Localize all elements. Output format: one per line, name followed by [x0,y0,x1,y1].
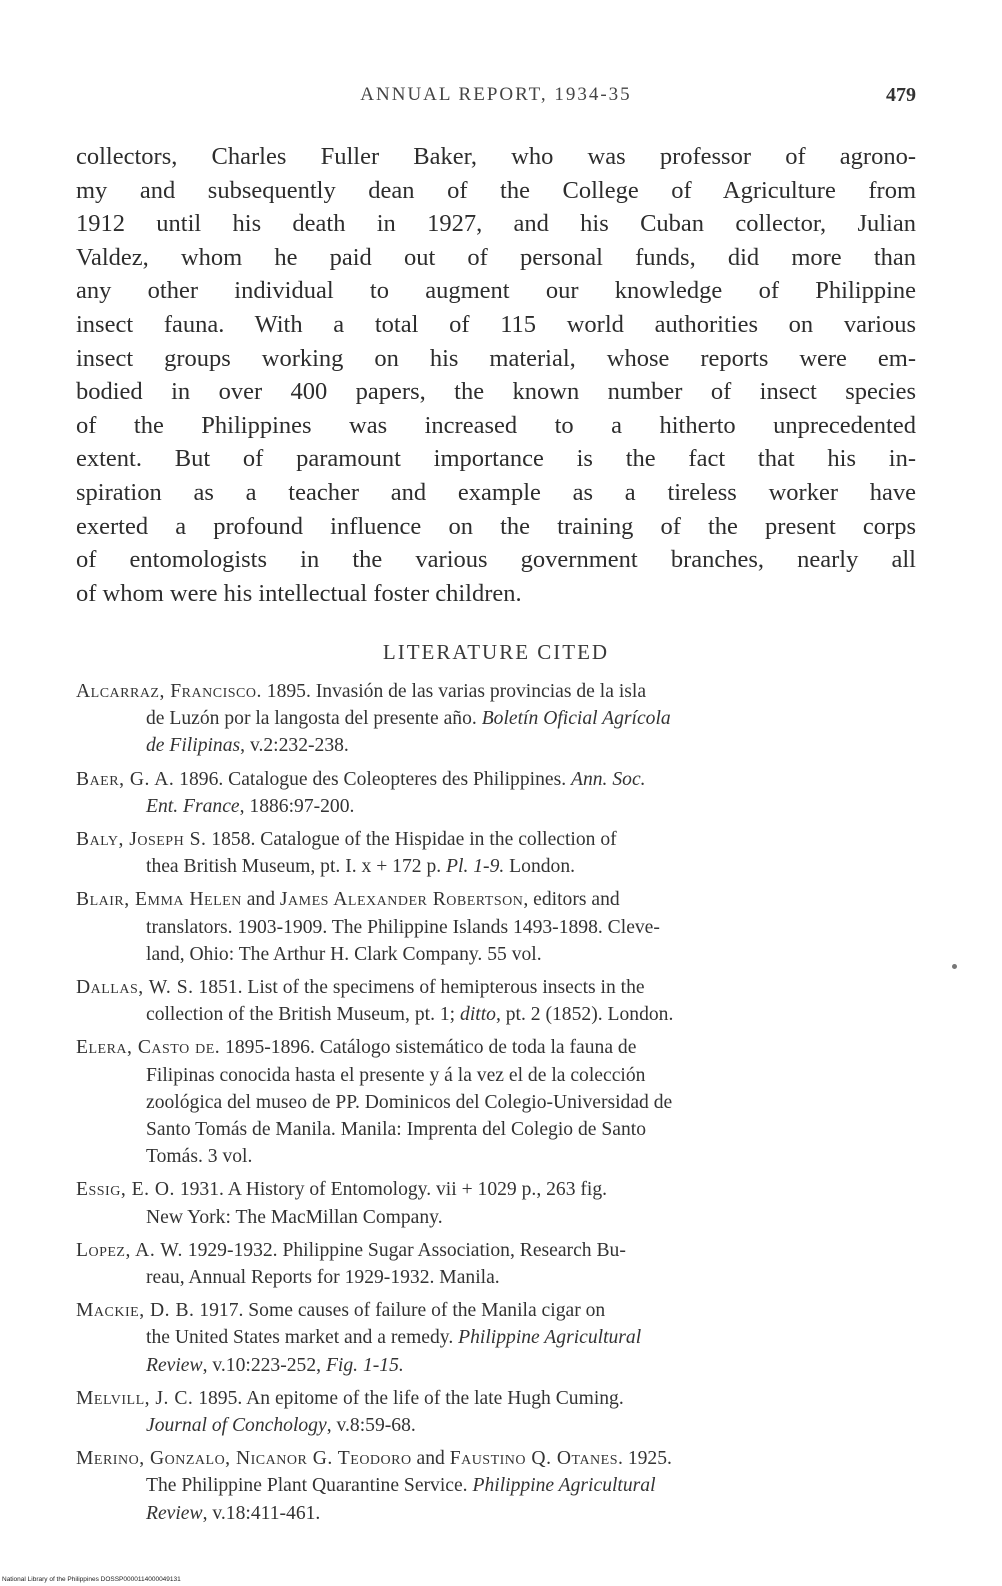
reference-italic: Review [146,1502,203,1524]
reference-entry [76,1034,922,1170]
reference-line [76,732,922,759]
paragraph-line: spiration as a teacher and example as a tireless worker have [76,478,916,506]
reference-text: Santo Tomás de Manila. Manila: Imprenta del Colegio de Santo [146,1119,646,1141]
reference-line [76,1237,922,1264]
reference-line [76,1034,922,1061]
reference-line [76,1445,922,1472]
reference-text: 1917. Some causes of failure of the Manila cigar on [194,1300,606,1322]
reference-italic: Ent. France [146,795,240,817]
body-paragraph [76,140,916,610]
reference-italic: de Filipinas [146,735,241,757]
reference-entry [76,1237,922,1291]
reference-author: Mackie, D. B. [76,1300,195,1322]
reference-text: New York: The MacMillan Company. [146,1206,443,1228]
reference-line [76,914,922,941]
reference-text: thea British Museum, pt. I. x + 172 p. [146,856,447,878]
reference-author: Melvill, J. C. [76,1387,194,1409]
reference-line [76,1062,922,1089]
running-title: ANNUAL REPORT, 1934-35 [360,84,632,105]
reference-line [76,766,922,793]
reference-text: Tomás. 3 vol. [146,1146,253,1168]
reference-author: Merino, Gonzalo, Nicanor G. Teodoro [76,1448,412,1470]
reference-text: 1929-1932. Philippine Sugar Association, Research Bu- [182,1239,626,1261]
reference-author: Elera, Casto de. [76,1037,221,1059]
reference-text: 1931. A History of Entomology. vii + 1029 p., 263 fig. [174,1179,608,1201]
reference-author: Blair, Emma Helen [76,889,242,911]
reference-text: and [411,1448,450,1470]
paragraph-line: of entomologists in the various government branches, nearly all [76,546,916,574]
reference-entry [76,678,922,760]
reference-text: 1895-1896. Catálogo sistemático de toda la fauna de [220,1037,637,1059]
reference-text: 1858. Catalogue of the Hispidae in the collection of [206,829,617,851]
reference-line [76,1500,922,1527]
reference-line [76,1472,922,1499]
reference-text: land, Ohio: The Arthur H. Clark Company. 55 vol. [146,943,542,965]
reference-line [76,1297,922,1324]
reference-line [76,1412,922,1439]
page-number: 479 [886,84,916,106]
reference-text: zoológica del museo de PP. Dominicos del Colegio-Universidad de [146,1091,673,1113]
reference-author: Alcarraz, Francisco. [76,681,262,702]
reference-list [76,678,922,1533]
paragraph-line: my and subsequently dean of the College of Agriculture from [76,176,916,204]
reference-text: 1896. Catalogue des Coleopteres des Philippines. [174,768,571,790]
reference-author: Baer, G. A. [76,768,175,790]
reference-line [76,941,922,968]
reference-author: Baly, Joseph S. [76,829,207,851]
reference-text: , v.10:223-252, [202,1354,326,1376]
reference-entry [76,886,922,968]
reference-author: Essig, E. O. [76,1179,175,1201]
reference-gap [76,1527,922,1533]
reference-text: , 1886:97-200. [239,795,355,817]
reference-author: James Alexander Robertson [279,889,524,911]
reference-entry [76,974,922,1028]
reference-line [76,1001,922,1028]
reference-entry [76,826,922,880]
reference-text: , v.2:232-238. [240,735,349,757]
reference-text: translators. 1903-1909. The Philippine Islands 1493-1898. Cleve- [146,916,660,938]
reference-text: , v.8:59-68. [326,1415,416,1437]
literature-cited-heading: LITERATURE CITED [382,640,610,664]
reference-author: Dallas, W. S. [76,977,194,999]
reference-line [76,1089,922,1116]
reference-italic: Journal of Conchology [146,1415,327,1437]
reference-text: reau, Annual Reports for 1929-1932. Manila. [146,1267,500,1289]
paragraph-line: bodied in over 400 papers, the known number of insect species [76,378,916,406]
reference-line [76,1324,922,1351]
paragraph-line: insect groups working on his material, whose reports were em- [76,344,916,372]
reference-italic: Pl. 1-9. [446,856,505,878]
reference-text: de Luzón por la langosta del presente año. [146,708,482,730]
reference-line [76,853,922,880]
reference-text: London. [504,856,576,878]
reference-line [76,1143,922,1170]
reference-line [76,705,922,732]
reference-line [76,1352,922,1379]
paragraph-line: extent. But of paramount importance is the fact that his in- [76,445,916,473]
reference-italic: Fig. 1-15. [325,1354,404,1376]
reference-line [76,678,922,705]
reference-italic: Boletín Oficial Agrícola [481,708,671,730]
reference-text: , pt. 2 (1852). London. [495,1004,674,1026]
paragraph-line: insect fauna. With a total of 115 world authorities on various [76,310,916,338]
reference-italic: Philippine Agricultural [458,1327,642,1349]
reference-line [76,974,922,1001]
paragraph-line: collectors, Charles Fuller Baker, who was professor of agrono- [76,143,916,170]
reference-italic: Review [146,1354,203,1376]
reference-italic: ditto [460,1004,496,1026]
reference-line [76,826,922,853]
footer-note: National Library of the Philippines DOSSP0000114000049131 [2,1576,181,1583]
reference-text: 1895. An epitome of the life of the late Hugh Cuming. [193,1387,624,1409]
paragraph-line: any other individual to augment our knowledge of Philippine [76,277,916,305]
reference-author: Faustino Q. Otanes [449,1448,619,1470]
reference-text: 1895. Invasión de las varias provincias de la isla [261,681,647,702]
reference-text: . 1925. [618,1448,672,1470]
running-head [76,84,916,114]
reference-line [76,793,922,820]
reference-line [76,1204,922,1231]
reference-text: the United States market and a remedy. [146,1327,459,1349]
reference-text: , editors and [523,889,620,911]
reference-text: The Philippine Plant Quarantine Service. [146,1475,473,1497]
reference-entry [76,1445,922,1527]
paragraph-line: exerted a profound influence on the training of the present corps [76,512,916,540]
reference-line [76,1176,922,1203]
reference-text: 1851. List of the specimens of hemipterous insects in the [193,977,645,999]
reference-text: Filipinas conocida hasta el presente y á la vez el de la colección [146,1064,646,1086]
paragraph-line: of the Philippines was increased to a hitherto unprecedented [76,411,916,439]
paragraph-line: Valdez, whom he paid out of personal funds, did more than [76,243,916,271]
reference-line [76,1116,922,1143]
paragraph-line: 1912 until his death in 1927, and his Cuban collector, Julian [76,210,916,238]
reference-line [76,1385,922,1412]
reference-text: collection of the British Museum, pt. 1; [146,1004,461,1026]
paragraph-line: of whom were his intellectual foster children. [76,579,522,607]
reference-entry [76,766,922,820]
reference-line [76,1264,922,1291]
reference-entry [76,1385,922,1439]
reference-text: , v.18:411-461. [202,1502,321,1524]
reference-text: and [241,889,280,911]
reference-italic: Philippine Agricultural [472,1475,656,1497]
reference-entry [76,1297,922,1379]
ink-speck [952,964,957,969]
reference-italic: Ann. Soc. [571,768,646,790]
reference-line [76,886,922,913]
reference-author: Lopez, A. W. [76,1239,183,1261]
reference-entry [76,1176,922,1230]
